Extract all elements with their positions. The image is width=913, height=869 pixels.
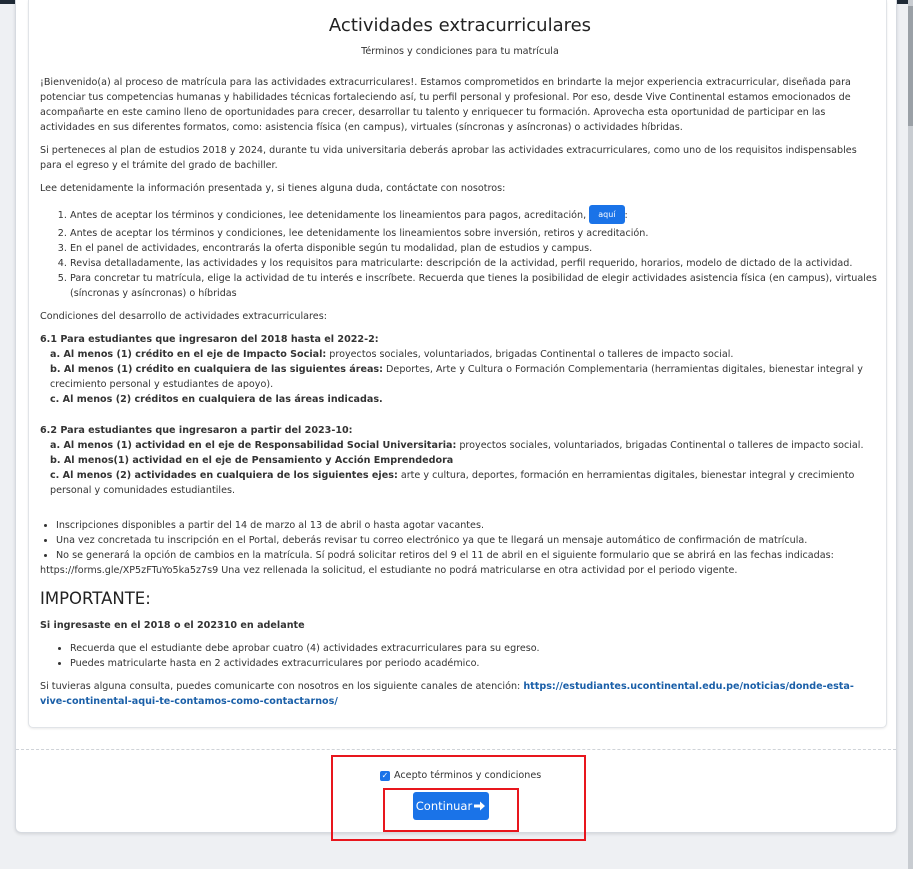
conditions-6-2 bbox=[40, 423, 880, 498]
page-scrollbar[interactable] bbox=[908, 0, 913, 869]
info-bullet: • No se generará la opción de cambios en la matrícula. Sí podrá solicitar retiros del 9 el 11 de abril en el siguiente formulario que se abrirá en las fechas indicadas: bbox=[56, 548, 880, 563]
step-item: 1. Antes de aceptar los términos y condiciones, lee detenidamente los lineamientos para pagos, acreditación, aquí : bbox=[70, 204, 880, 226]
important-bullets bbox=[40, 641, 880, 671]
continue-button[interactable]: Continuar bbox=[413, 792, 489, 820]
important-bullet: • Recuerda que el estudiante debe aprobar cuatro (4) actividades extracurriculares para su egreso. bbox=[70, 641, 880, 656]
condition-item: c. Al menos (2) actividades en cualquiera de los siguientes ejes: arte y cultura, deportes, formación en herramientas digitales, bienestar integral y crecimiento personal y comunidades estudiantiles. bbox=[50, 470, 855, 496]
condition-item: b. Al menos(1) actividad en el eje de Pensamiento y Acción Emprendedora bbox=[50, 455, 454, 466]
conditions-heading: Condiciones del desarrollo de actividades extracurriculares: bbox=[40, 311, 327, 322]
info-bullet: • Una vez concretada tu inscripción en el Portal, deberás revisar tu correo electrónico ya que te llegará un mensaje automático de confirmación de matrícula. bbox=[56, 533, 880, 548]
terms-card bbox=[15, 0, 897, 833]
contact-paragraph: Si tuvieras alguna consulta, puedes comunicarte con nosotros en los siguiente canales de atención: https://estudiantes.ucontinental.edu.pe/noticias/donde-esta-vive-continental-aqui-te-contamos-como-contactarnos/ bbox=[40, 681, 854, 707]
info-bullet: • Inscripciones disponibles a partir del 14 de marzo al 13 de abril o hasta agotar vacantes. bbox=[56, 518, 880, 533]
intro-paragraph-2: Si perteneces al plan de estudios 2018 y 2024, durante tu vida universitaria deberás aprobar las actividades extracurriculares, como uno de los requisitos indispensables para el egreso y el trámite del grado de bachiller. bbox=[40, 145, 857, 171]
conditions-6-1 bbox=[40, 332, 880, 407]
info-bullets bbox=[40, 518, 880, 563]
contact-link[interactable]: https://estudiantes.ucontinental.edu.pe/noticias/donde-esta-vive-continental-aqui-te-contamos-como-contactarnos/ bbox=[40, 681, 854, 707]
intro-paragraph-1: ¡Bienvenido(a) al proceso de matrícula para las actividades extracurriculares!. Estamos comprometidos en brindarte la mejor experiencia extracurricular, diseñada para potenciar tus competencias humanas y habilidades técnicas fortaleciendo así, tu perfil personal y profesional. Por eso, desde Vive Continental estamos emocionados de acompañarte en este camino lleno de oportunidades para crecer, desarrollar tu talento y enriquecer tu formación. Aprovecha esta oportunidad de participar en las actividades en sus diferentes formatos, como: asistencia física (en campus), virtuales (síncronas y asíncronas) o actividades híbridas. bbox=[40, 77, 851, 133]
accept-terms-label[interactable]: Acepto términos y condiciones bbox=[394, 770, 542, 781]
steps-list bbox=[40, 204, 880, 301]
scrollbar-thumb[interactable] bbox=[908, 6, 913, 126]
step-item: 3. En el panel de actividades, encontrarás la oferta disponible según tu modalidad, plan de estudios y campus. bbox=[70, 241, 880, 256]
condition-item: c. Al menos (2) créditos en cualquiera de las áreas indicadas. bbox=[50, 394, 383, 405]
form-line: https://forms.gle/XP5zFTuYo5ka5z7s9 Una vez rellenada la solicitud, el estudiante no podrá matricularse en otra actividad por el periodo vigente. bbox=[40, 565, 738, 576]
section-divider bbox=[16, 749, 896, 750]
condition-heading: 6.1 Para estudiantes que ingresaron del 2018 hasta el 2022-2: bbox=[40, 334, 379, 345]
check-icon[interactable]: ✓ bbox=[381, 770, 389, 780]
terms-panel bbox=[28, 0, 887, 728]
page-title: Actividades extracurriculares bbox=[328, 15, 592, 36]
step-item: 5. Para concretar tu matrícula, elige la actividad de tu interés e inscríbete. Recuerda que tienes la posibilidad de elegir actividades asistencia física (en campus), virtuales (síncronas y asíncronas) o híbridas bbox=[70, 271, 880, 301]
condition-item: b. Al menos (1) crédito en cualquiera de las siguientes áreas: Deportes, Arte y Cultura o Formación Complementaria (herramientas digitales, bienestar integral y crecimiento personal y estudiantes de apoyo). bbox=[50, 364, 863, 390]
condition-item: a. Al menos (1) crédito en el eje de Impacto Social: proyectos sociales, voluntariados, brigadas Continental o talleres de impacto social. bbox=[50, 349, 734, 360]
page-subtitle: Términos y condiciones para tu matrícula bbox=[361, 46, 559, 57]
condition-heading: 6.2 Para estudiantes que ingresaron a partir del 2023-10: bbox=[40, 425, 353, 436]
condition-item: a. Al menos (1) actividad en el eje de Responsabilidad Social Universitaria: proyectos sociales, voluntariados, brigadas Continental o talleres de impacto social. bbox=[50, 440, 864, 451]
step-item: 4. Revisa detalladamente, las actividades y los requisitos para matricularte: descripción de la actividad, perfil requerido, horarios, modelo de dictado de la actividad. bbox=[70, 256, 880, 271]
important-subheading: Si ingresaste en el 2018 o el 202310 en adelante bbox=[40, 620, 305, 631]
important-heading: IMPORTANTE: bbox=[40, 589, 151, 608]
aqui-button[interactable]: aquí bbox=[589, 205, 624, 224]
important-bullet: • Puedes matricularte hasta en 2 actividades extracurriculares por periodo académico. bbox=[70, 656, 880, 671]
intro-paragraph-3: Lee detenidamente la información presentada y, si tienes alguna duda, contáctate con nosotros: bbox=[40, 183, 506, 194]
highlight-box-inner bbox=[383, 788, 519, 832]
step-item: 2. Antes de aceptar los términos y condiciones, lee detenidamente los lineamientos sobre inversión, retiros y acreditación. bbox=[70, 226, 880, 241]
terms-content bbox=[40, 14, 880, 709]
